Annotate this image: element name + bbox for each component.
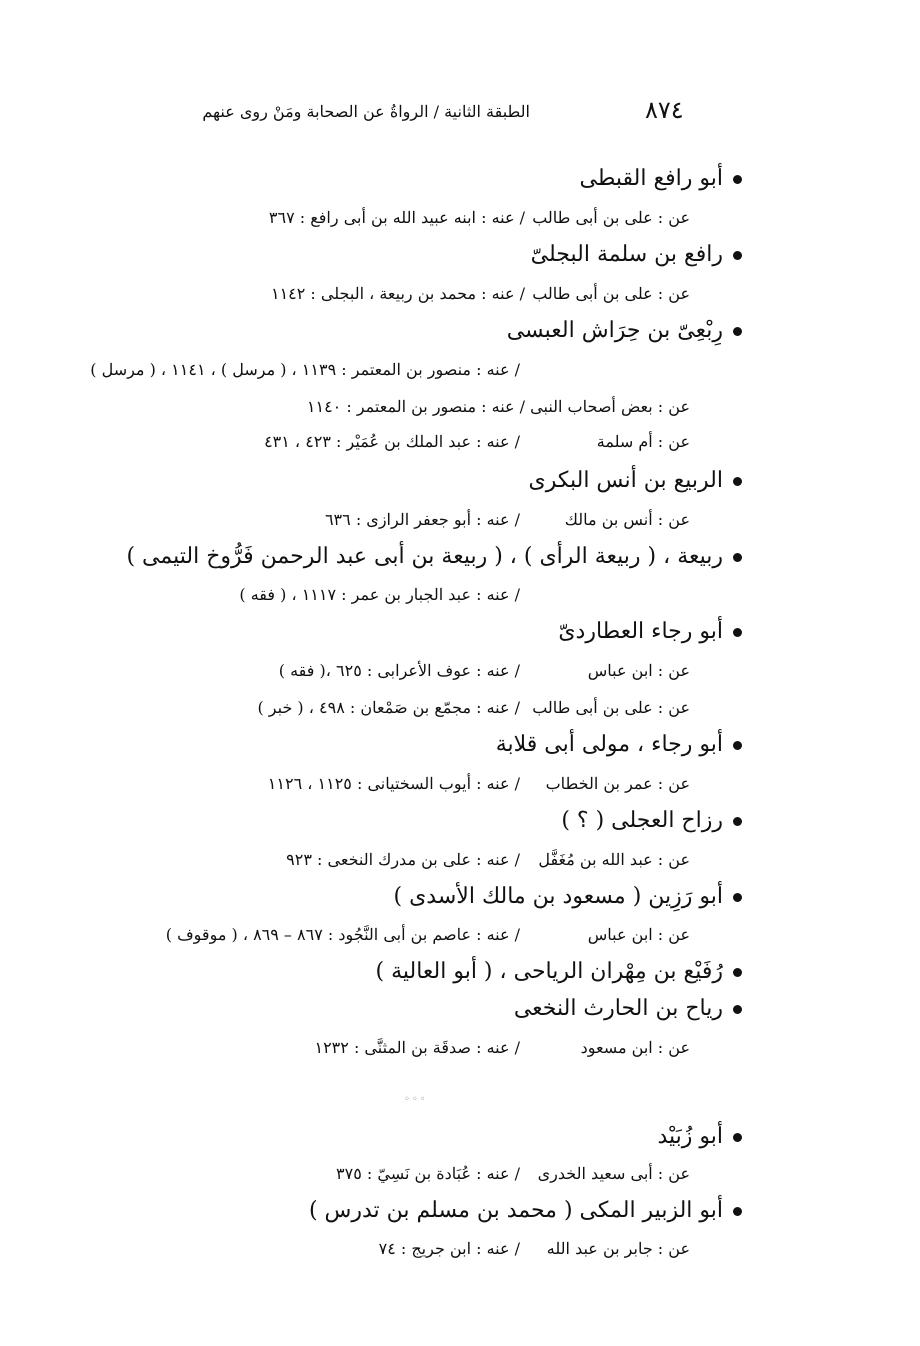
entry-heading: أبو رافع القبطى bbox=[579, 166, 742, 191]
narrated-from: عن : أم سلمة bbox=[596, 432, 690, 451]
bullet-icon bbox=[733, 628, 742, 637]
narrated-by: / عنه : عُبَادة بن نَسِيّ : ٣٧٥ bbox=[336, 1164, 520, 1183]
page-number: ٨٧٤ bbox=[645, 96, 684, 124]
narrated-by: / عنه : مجمّع بن صَمْعان : ٤٩٨ ، ( خبر ) bbox=[257, 698, 520, 717]
narrated-from: عن : على بن أبى طالب bbox=[532, 698, 690, 717]
narrated-by: / عنه : عاصم بن أبى النَّجُود : ٨٦٧ – ٨٦٩ ، ( موقوف ) bbox=[165, 925, 520, 944]
entry-heading: الربيع بن أنس البكرى bbox=[528, 468, 742, 493]
narrated-by: / عنه : ابن جريج : ٧٤ bbox=[378, 1239, 520, 1258]
entry-heading: أبو رَزِين ( مسعود بن مالك الأسدى ) bbox=[394, 884, 742, 909]
bullet-icon bbox=[733, 1133, 742, 1142]
narrated-by: / عنه : عبد الملك بن عُمَيْر : ٤٢٣ ، ٤٣١ bbox=[264, 432, 520, 451]
bullet-icon bbox=[733, 327, 742, 336]
narrated-from: عن : أبى سعيد الخدرى bbox=[537, 1164, 690, 1183]
bullet-icon bbox=[733, 175, 742, 184]
narrated-from: عن : على بن أبى طالب bbox=[532, 208, 690, 227]
entry-heading: رزاح العجلى ( ؟ ) bbox=[561, 808, 742, 833]
entry-heading: أبو زُبَيْد bbox=[657, 1124, 742, 1149]
narrated-by: / عنه : منصور بن المعتمر : ١١٣٩ ، ( مرسل ) ، ١١٤١ ، ( مرسل ) bbox=[90, 360, 520, 379]
bullet-icon bbox=[733, 1207, 742, 1216]
bullet-icon bbox=[733, 553, 742, 562]
bullet-icon bbox=[733, 741, 742, 750]
entry-heading: أبو الزبير المكى ( محمد بن مسلم بن تدرس ) bbox=[309, 1198, 742, 1223]
narrated-by: / عنه : محمد بن ربيعة ، البجلى : ١١٤٢ bbox=[270, 284, 525, 303]
entry-heading: ربيعة ، ( ربيعة الرأى ) ، ( ربيعة بن أبى عبد الرحمن فَرُّوخ التيمى ) bbox=[126, 544, 742, 569]
narrated-from: عن : ابن عباس bbox=[587, 661, 690, 680]
narrated-by: / عنه : على بن مدرك النخعى : ٩٢٣ bbox=[286, 850, 520, 869]
entry-heading: رِبْعِىّ بن حِرَاش العبسى bbox=[507, 318, 742, 343]
bullet-icon bbox=[733, 893, 742, 902]
narrated-by: / عنه : عوف الأعرابى : ٦٢٥ ،( فقه ) bbox=[278, 661, 520, 680]
narrated-by: / عنه : عبد الجبار بن عمر : ١١١٧ ، ( فقه ) bbox=[239, 585, 520, 604]
narrated-by: / عنه : أبو جعفر الرازى : ٦٣٦ bbox=[324, 510, 520, 529]
narrated-from: عن : عبد الله بن مُغَفَّل bbox=[538, 850, 690, 869]
narrated-by: / عنه : أيوب السختيانى : ١١٢٥ ، ١١٢٦ bbox=[267, 774, 520, 793]
narrated-by: / عنه : ابنه عبيد الله بن أبى رافع : ٣٦٧ bbox=[268, 208, 525, 227]
bullet-icon bbox=[733, 477, 742, 486]
bullet-icon bbox=[733, 817, 742, 826]
narrated-by: / عنه : صدقَة بن المثنَّى : ١٢٣٢ bbox=[314, 1038, 520, 1057]
bullet-icon bbox=[733, 1005, 742, 1014]
narrated-from: عن : أنس بن مالك bbox=[564, 510, 690, 529]
bullet-icon bbox=[733, 251, 742, 260]
narrated-from: عن : على بن أبى طالب bbox=[532, 284, 690, 303]
bullet-icon bbox=[733, 968, 742, 977]
entry-heading: رياح بن الحارث النخعى bbox=[514, 996, 742, 1021]
running-header: الطبقة الثانية / الرواةُ عن الصحابة ومَنْ روى عنهم bbox=[202, 102, 530, 121]
entry-heading: رافع بن سلمة البجلىّ bbox=[531, 242, 742, 267]
narrated-from: عن : ابن عباس bbox=[587, 925, 690, 944]
narrated-from: عن : عمر بن الخطاب bbox=[545, 774, 690, 793]
narrated-from: عن : ابن مسعود bbox=[580, 1038, 690, 1057]
entry-heading: أبو رجاء ، مولى أبى قلابة bbox=[496, 732, 742, 757]
entry-heading: رُفَيْع بن مِهْران الرياحى ، ( أبو العالية ) bbox=[376, 959, 743, 984]
narrated-from: عن : بعض أصحاب النبى / عنه : منصور بن المعتمر : ١١٤٠ bbox=[306, 397, 690, 416]
section-separator: ◦◦◦ bbox=[404, 1094, 428, 1105]
narrated-from: عن : جابر بن عبد الله bbox=[546, 1239, 690, 1258]
entry-heading: أبو رجاء العطاردىّ bbox=[558, 619, 742, 644]
